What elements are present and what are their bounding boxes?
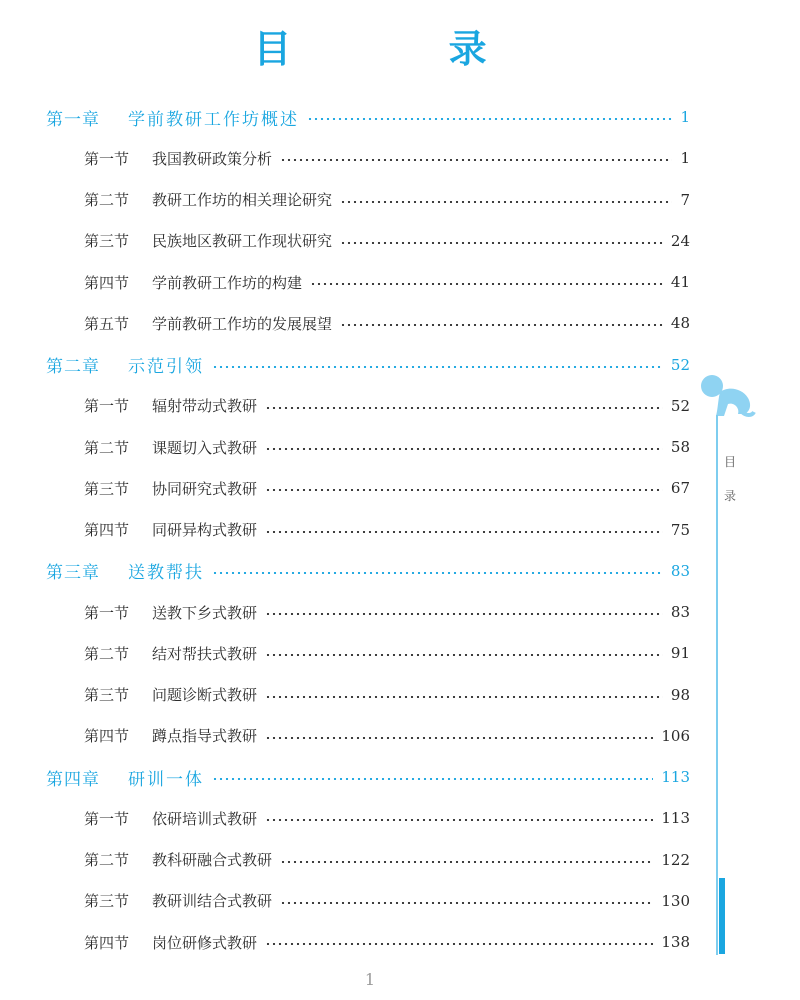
toc-dot-leader [265, 531, 663, 533]
toc-title: 协同研究式教研 [152, 479, 258, 498]
toc-page-number: 83 [670, 561, 690, 580]
toc-title: 示范引领 [128, 357, 204, 377]
toc-number: 第三节 [84, 892, 130, 911]
toc-title: 同研异构式教研 [152, 521, 258, 539]
toc-title: 蹲点指导式教研 [152, 727, 258, 746]
page-title: 目 录 [253, 27, 559, 71]
crawling-child-silhouette-icon [698, 372, 756, 422]
toc-dot-leader [280, 159, 672, 161]
toc-dot-leader [265, 489, 663, 491]
toc-number: 第二节 [84, 191, 130, 209]
toc-title: 研训一体 [128, 769, 204, 790]
toc-number: 第四节 [84, 933, 130, 952]
toc-chapter-row[interactable] [46, 556, 690, 586]
toc-dot-leader [212, 572, 663, 574]
side-decoration-line [716, 415, 718, 955]
toc-page-number: 1 [680, 149, 690, 168]
toc-dot-leader [265, 819, 653, 821]
toc-title: 辐射带动式教研 [152, 397, 258, 416]
toc-page-number: 75 [670, 520, 690, 539]
toc-number: 第三章 [46, 563, 100, 584]
toc-title: 送教帮扶 [128, 563, 204, 584]
toc-dot-leader [265, 943, 653, 945]
toc-title: 学前教研工作坊的构建 [152, 273, 303, 292]
toc-page-number: 122 [661, 850, 690, 869]
toc-page-number: 58 [670, 438, 690, 456]
toc-dot-leader [340, 324, 663, 326]
toc-page-number: 113 [661, 809, 690, 828]
toc-dot-leader [212, 778, 653, 780]
toc-page-number: 67 [670, 479, 690, 498]
toc-page-number: 130 [661, 891, 690, 910]
side-decoration-bar [719, 878, 725, 954]
toc-page-number: 83 [670, 603, 690, 621]
toc-dot-leader [265, 737, 653, 739]
toc-title: 教研训结合式教研 [152, 892, 273, 911]
toc-number: 第四节 [84, 273, 130, 292]
toc-section-row[interactable] [84, 680, 690, 710]
toc-number: 第二节 [84, 438, 130, 457]
toc-section-row[interactable] [84, 721, 690, 751]
toc-number: 第四节 [84, 727, 130, 746]
toc-title: 结对帮扶式教研 [152, 644, 258, 663]
toc-dot-leader [265, 407, 663, 409]
toc-page-number: 41 [670, 273, 690, 291]
toc-chapter-row[interactable] [46, 762, 690, 792]
toc-dot-leader [280, 902, 653, 904]
toc-dot-leader [280, 861, 653, 863]
toc-number: 第三节 [84, 232, 130, 251]
toc-chapter-row[interactable] [46, 350, 690, 380]
toc-section-row[interactable] [84, 597, 690, 627]
toc-page-number: 98 [670, 685, 690, 704]
toc-number: 第一节 [84, 603, 130, 622]
toc-page-number: 1 [680, 108, 690, 126]
toc-section-row[interactable] [84, 308, 690, 338]
toc-number: 第二节 [84, 644, 130, 663]
toc-section-row[interactable] [84, 886, 690, 916]
toc-section-row[interactable] [84, 432, 690, 462]
toc-number: 第一节 [84, 397, 130, 416]
toc-section-row[interactable] [84, 803, 690, 833]
toc-page-number: 52 [670, 355, 690, 374]
toc-title: 课题切入式教研 [152, 438, 258, 457]
toc-number: 第一章 [46, 109, 100, 130]
toc-number: 第一节 [84, 149, 130, 168]
toc-title: 问题诊断式教研 [152, 686, 258, 704]
toc-number: 第二节 [84, 851, 130, 869]
page-number: 1 [364, 970, 376, 989]
toc-page-number: 91 [670, 644, 690, 663]
toc-chapter-row[interactable] [46, 102, 690, 132]
toc-page-number: 48 [670, 314, 690, 333]
toc-dot-leader [340, 201, 672, 203]
toc-page-number: 106 [661, 726, 690, 745]
toc-page-number: 138 [661, 933, 690, 951]
toc-page-number: 7 [680, 190, 690, 209]
toc-dot-leader [212, 366, 663, 368]
toc-title: 教科研融合式教研 [152, 851, 273, 869]
toc-number: 第五节 [84, 314, 130, 333]
toc-number: 第一节 [84, 809, 130, 828]
toc-page-number: 24 [670, 231, 690, 250]
toc-title: 学前教研工作坊的发展展望 [152, 314, 333, 333]
toc-dot-leader [307, 118, 672, 120]
toc-section-row[interactable] [84, 473, 690, 503]
toc-title: 教研工作坊的相关理论研究 [152, 191, 333, 209]
toc-title: 依研培训式教研 [152, 809, 258, 828]
toc-number: 第四节 [84, 521, 130, 539]
toc-title: 学前教研工作坊概述 [128, 109, 299, 130]
toc-dot-leader [265, 448, 663, 450]
toc-dot-leader [265, 696, 663, 698]
toc-dot-leader [340, 242, 663, 244]
toc-title: 送教下乡式教研 [152, 603, 258, 622]
toc-dot-leader [310, 283, 663, 285]
toc-number: 第二章 [46, 357, 100, 377]
toc-dot-leader [265, 654, 663, 656]
toc-title: 岗位研修式教研 [152, 933, 258, 952]
toc-section-row[interactable] [84, 927, 690, 957]
toc-section-row[interactable] [84, 267, 690, 297]
toc-section-row[interactable] [84, 226, 690, 256]
toc-dot-leader [265, 613, 663, 615]
toc-section-row[interactable] [84, 515, 690, 545]
toc-section-row[interactable] [84, 143, 690, 173]
toc-number: 第四章 [46, 769, 100, 790]
toc-section-row[interactable] [84, 638, 690, 668]
toc-section-row[interactable] [84, 391, 690, 421]
toc-number: 第三节 [84, 479, 130, 498]
side-label: 目录 [723, 455, 736, 503]
toc-title: 我国教研政策分析 [152, 149, 273, 168]
toc-title: 民族地区教研工作现状研究 [152, 232, 333, 251]
toc-page-number: 113 [661, 768, 690, 786]
toc-section-row[interactable] [84, 185, 690, 215]
toc-number: 第三节 [84, 686, 130, 704]
toc-page-number: 52 [670, 396, 690, 415]
toc-section-row[interactable] [84, 845, 690, 875]
